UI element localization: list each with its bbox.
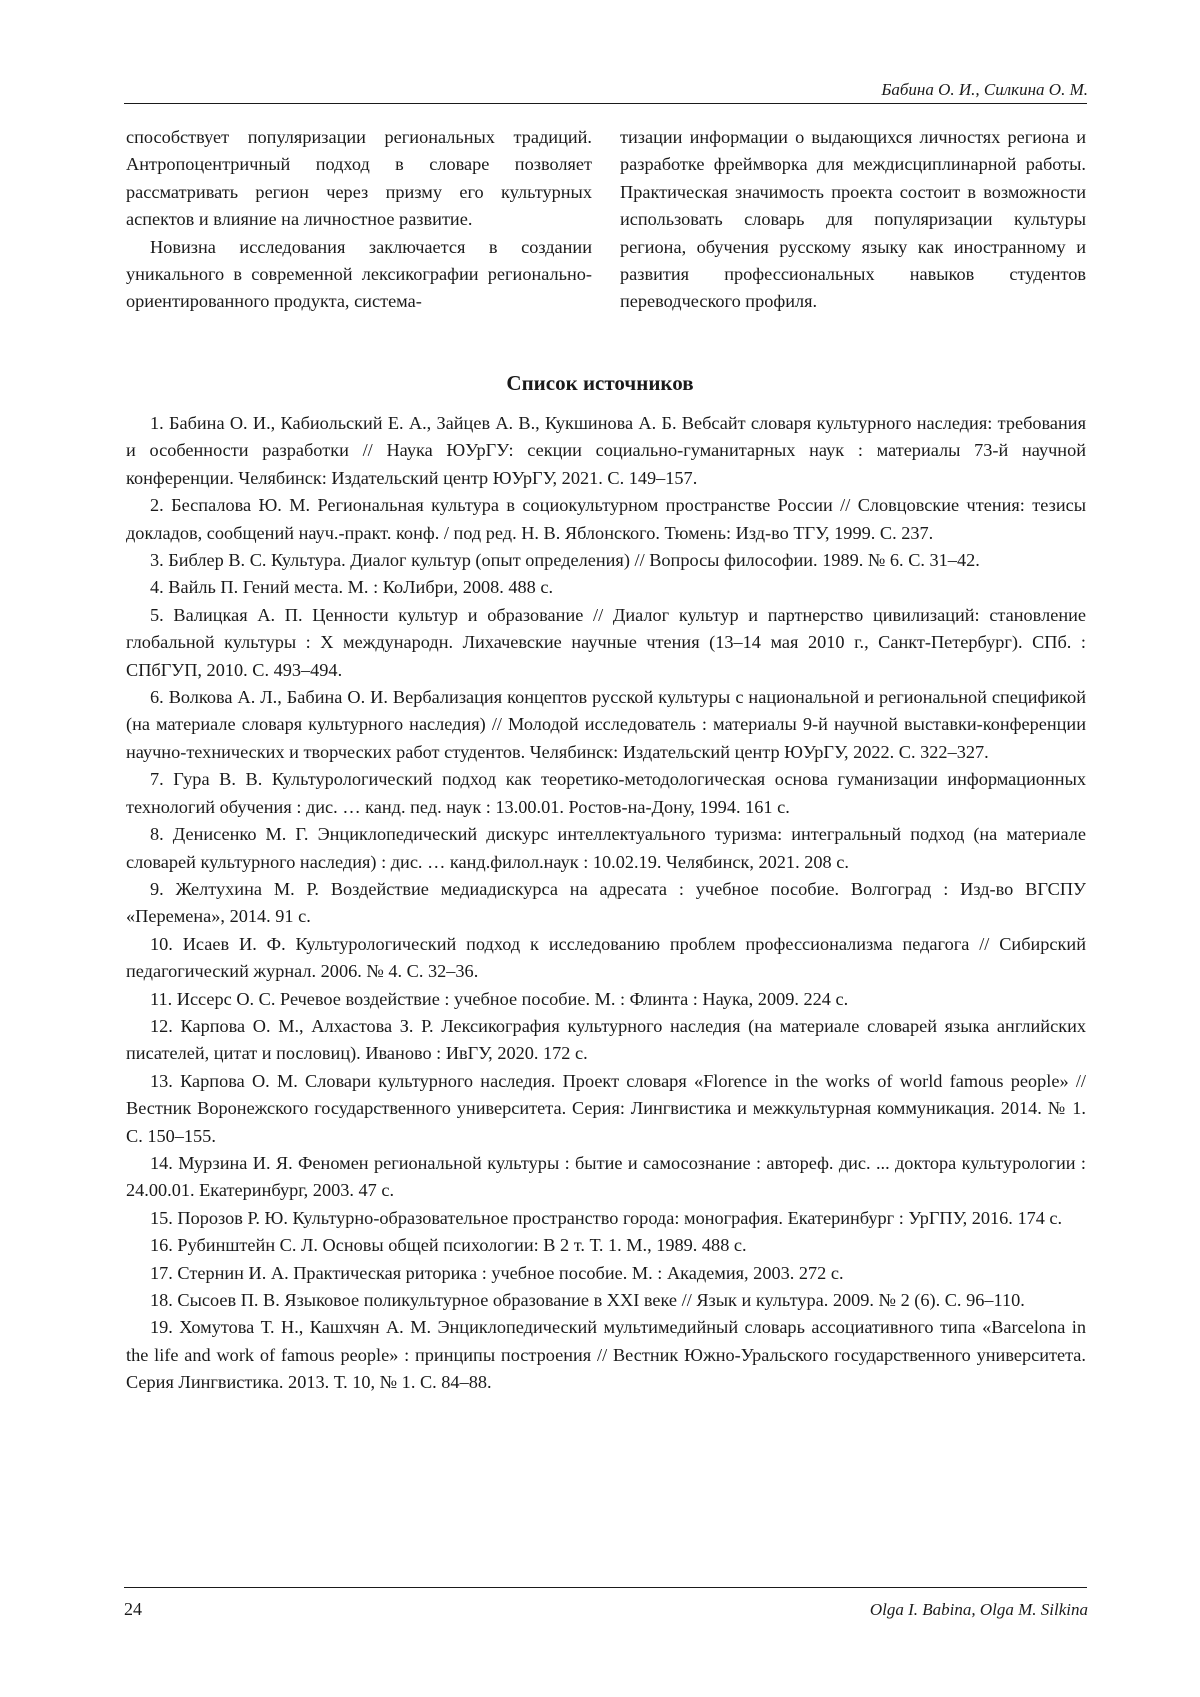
- header-rule: [124, 103, 1087, 104]
- right-column: [620, 124, 1086, 316]
- reference-item: 5. Валицкая А. П. Ценности культур и образование // Диалог культур и партнерство цивилизаций: становление глобальной культуры : X международн. Лихачевские научные чтения (13–14 мая 2010 г., Санкт-Петербург). СПб. : СПбГУП, 2010. С. 493–494.: [126, 604, 1086, 680]
- footer-authors: Olga I. Babina, Olga M. Silkina: [869, 1600, 1088, 1619]
- reference-item: 10. Исаев И. Ф. Культурологический подход к исследованию проблем профессионализма педагога // Сибирский педагогический журнал. 2006. № 4. С. 32–36.: [126, 933, 1086, 982]
- reference-item: 19. Хомутова Т. Н., Кашхчян А. М. Энциклопедический мультимедийный словарь ассоциативного типа «Barcelona in the life and work of famous people» : принципы построения // Вестник Южно-Уральского государственного университета. Серия Лингвистика. 2013. Т. 10, № 1. С. 84–88.: [126, 1317, 1086, 1393]
- reference-item: 15. Порозов Р. Ю. Культурно-образовательное пространство города: монография. Екатеринбург : УрГПУ, 2016. 174 с.: [150, 1207, 1063, 1228]
- reference-item: 12. Карпова О. М., Алхастова З. Р. Лексикография культурного наследия (на материале словарей языка английских писателей, цитат и пословиц). Иваново : ИвГУ, 2020. 172 с.: [126, 1015, 1086, 1064]
- left-column: [126, 124, 592, 316]
- reference-item: 13. Карпова О. М. Словари культурного наследия. Проект словаря «Florence in the works of world famous people» // Вестник Воронежского государственного университета. Серия: Лингвистика и межкультурная коммуникация. 2014. № 1. С. 150–155.: [126, 1070, 1086, 1146]
- references-title: Список источников: [506, 371, 694, 395]
- reference-item: 4. Вайль П. Гений места. М. : КоЛибри, 2008. 488 с.: [150, 577, 554, 598]
- reference-item: 17. Стернин И. А. Практическая риторика : учебное пособие. М. : Академия, 2003. 272 с.: [150, 1262, 844, 1283]
- running-head: Бабина О. И., Силкина О. М.: [881, 80, 1088, 99]
- reference-item: 3. Библер В. С. Культура. Диалог культур (опыт определения) // Вопросы философии. 1989. № 6. С. 31–42.: [150, 550, 980, 571]
- reference-item: 18. Сысоев П. В. Языковое поликультурное образование в XXI веке // Язык и культура. 2009. № 2 (6). С. 96–110.: [150, 1290, 1025, 1310]
- reference-item: 6. Волкова А. Л., Бабина О. И. Вербализация концептов русской культуры с национальной и региональной спецификой (на материале словаря культурного наследия) // Молодой исследователь : материалы 9-й научной выставки-конференции научно-технических и творческих работ студентов. Челябинск: Издательский центр ЮУрГУ, 2022. С. 322–327.: [126, 687, 1086, 762]
- reference-item: 8. Денисенко М. Г. Энциклопедический дискурс интеллектуального туризма: интегральный подход (на материале словарей культурного наследия) : дис. … канд.филол.наук : 10.02.19. Челябинск, 2021. 208 с.: [126, 824, 1086, 872]
- reference-item: 11. Иссерс О. С. Речевое воздействие : учебное пособие. М. : Флинта : Наука, 2009. 224 с.: [150, 988, 849, 1009]
- page-number: 24: [124, 1599, 142, 1619]
- reference-item: 1. Бабина О. И., Кабиольский Е. А., Зайцев А. В., Кукшинова А. Б. Вебсайт словаря культурного наследия: требования и особенности разработки // Наука ЮУрГУ: секции социально-гуманитарных наук : материалы 73-й научной конференции. Челябинск: Издательский центр ЮУрГУ, 2021. С. 149–157.: [126, 413, 1086, 488]
- paragraph: Новизна исследования заключается в создании уникального в современной лексикографии регионально-ориентированного продукта, система-: [126, 236, 592, 312]
- footer-rule: [124, 1587, 1087, 1588]
- reference-item: 16. Рубинштейн С. Л. Основы общей психологии: В 2 т. Т. 1. М., 1989. 488 с.: [150, 1235, 747, 1256]
- reference-item: 9. Желтухина М. Р. Воздействие медиадискурса на адресата : учебное пособие. Волгоград : Изд-во ВГСПУ «Перемена», 2014. 91 с.: [126, 878, 1086, 927]
- reference-item: 7. Гура В. В. Культурологический подход как теоретико-методологическая основа гуманизации информационных технологий обучения : дис. … канд. пед. наук : 13.00.01. Ростов-на-Дону, 1994. 161 с.: [126, 769, 1086, 817]
- references-list: [126, 410, 1086, 1397]
- body-columns: [126, 124, 1086, 316]
- paragraph: способствует популяризации региональных традиций. Антропоцентричный подход в словаре позволяет рассматривать регион через призму его культурных аспектов и влияние на личностное развитие.: [126, 127, 592, 230]
- paragraph: тизации информации о выдающихся личностях региона и разработке фреймворка для междисциплинарной работы. Практическая значимость проекта состоит в возможности использовать словарь для популяризации культуры региона, обучения русскому языку как иностранному и развития профессиональных навыков студентов переводческого профиля.: [620, 127, 1086, 312]
- reference-item: 14. Мурзина И. Я. Феномен региональной культуры : бытие и самосознание : автореф. дис. ... доктора культурологии : 24.00.01. Екатеринбург, 2003. 47 с.: [126, 1152, 1086, 1201]
- reference-item: 2. Беспалова Ю. М. Региональная культура в социокультурном пространстве России // Словцовские чтения: тезисы докладов, сообщений науч.-практ. конф. / под ред. Н. В. Яблонского. Тюмень: Изд-во ТГУ, 1999. С. 237.: [126, 495, 1086, 543]
